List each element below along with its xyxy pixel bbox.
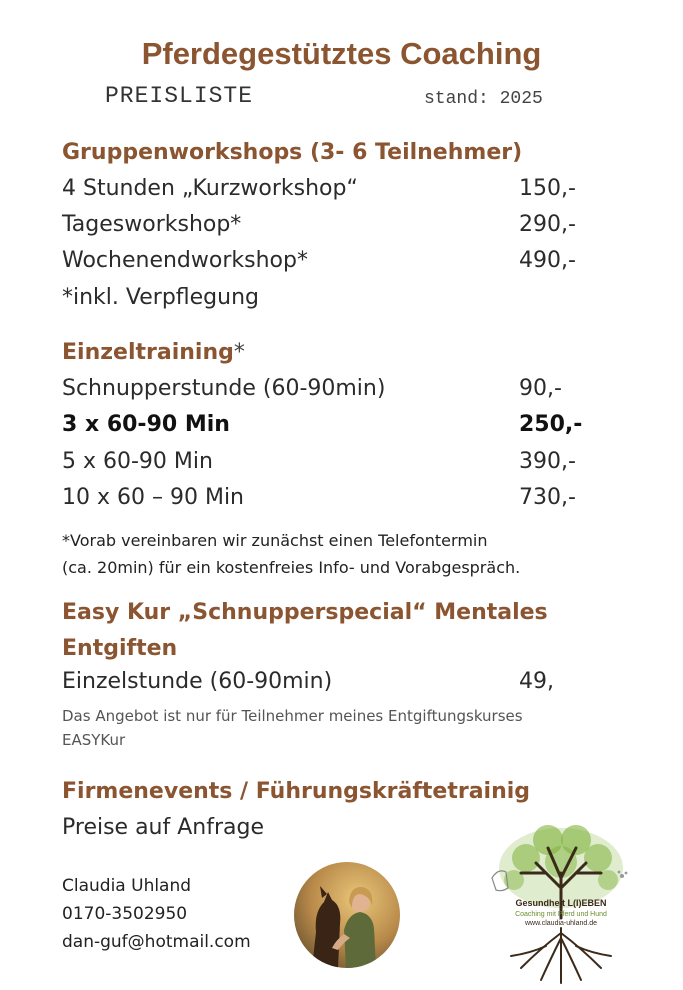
price-label: 3 x 60-90 Min	[62, 412, 230, 437]
heading-asterisk: *	[233, 340, 245, 365]
easy-kur-heading	[62, 595, 548, 667]
price-value: 390,-	[519, 449, 576, 474]
price-value: 150,-	[519, 176, 576, 201]
group-workshops-heading: Gruppenworkshops (3- 6 Teilnehmer)	[62, 140, 523, 165]
price-label: 5 x 60-90 Min	[62, 449, 213, 474]
contact-name: Claudia Uhland	[62, 876, 192, 896]
single-training-heading-text: Einzeltraining	[62, 340, 234, 365]
phone-appointment-note	[62, 527, 520, 581]
price-value: 730,-	[519, 485, 576, 510]
price-label: 10 x 60 – 90 Min	[62, 485, 245, 510]
page-title: Pferdegestütztes Coaching	[141, 36, 542, 71]
note-line: *Vorab vereinbaren wir zunächst einen Telefontermin	[62, 531, 488, 550]
logo-tagline: Coaching mit Pferd und Hund	[515, 911, 607, 918]
heading-line: Easy Kur „Schnupperspecial“ Mentales	[62, 600, 548, 625]
catering-note: *inkl. Verpflegung	[62, 285, 259, 310]
note-line: (ca. 20min) für ein kostenfreies Info- und Vorabgespräch.	[62, 558, 521, 577]
price-label: 4 Stunden „Kurzworkshop“	[62, 176, 358, 201]
price-on-request: Preise auf Anfrage	[62, 815, 265, 840]
rider-with-horse-photo	[294, 862, 400, 968]
logo-url: www.claudia-uhland.de	[525, 920, 597, 927]
heading-line: Entgiften	[62, 636, 178, 661]
price-label: Tagesworkshop*	[62, 212, 242, 237]
logo-name: Gesundheit L(I)EBEN	[515, 898, 607, 908]
price-label: Schnupperstunde (60-90min)	[62, 376, 386, 401]
contact-email: dan-guf@hotmail.com	[62, 932, 251, 952]
price-value: 250,-	[519, 412, 583, 437]
corporate-heading: Firmenevents / Führungskräftetrainig	[62, 779, 531, 804]
note-line: EASYKur	[62, 731, 126, 749]
stand-date: stand: 2025	[424, 89, 543, 109]
contact-block	[62, 872, 251, 956]
price-value: 490,-	[519, 248, 576, 273]
note-line: Das Angebot ist nur für Teilnehmer meines Entgiftungskurses	[62, 707, 523, 725]
price-label: Einzelstunde (60-90min)	[62, 669, 333, 694]
price-value: 90,-	[519, 376, 562, 401]
price-value: 290,-	[519, 212, 576, 237]
easy-kur-note	[62, 704, 523, 752]
brand-logo	[486, 818, 636, 986]
price-list-subtitle: PREISLISTE	[105, 83, 254, 109]
contact-phone: 0170-3502950	[62, 904, 188, 924]
price-label: Wochenendworkshop*	[62, 248, 308, 273]
single-training-heading	[62, 340, 245, 365]
price-value: 49,	[519, 669, 554, 694]
